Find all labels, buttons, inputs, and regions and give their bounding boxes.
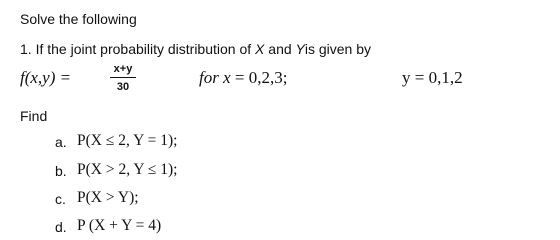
item-b-letter: b. [55,163,67,179]
item-b-expression: P(X > 2, Y ≤ 1); [77,161,178,178]
fraction-denominator: 30 [116,81,130,93]
variable-x: X [255,41,265,57]
problem-text-start: If the joint probability distribution of [35,41,256,57]
domain-y: y = 0,1,2 [402,68,463,87]
item-c-letter: c. [55,191,66,207]
problem-text-end: is given by [304,41,372,57]
formula-lhs-text: f(x,y) = [20,68,72,87]
find-label: Find [20,108,48,124]
item-a-expression: P(X ≤ 2, Y = 1); [77,132,178,149]
formula-lhs [20,68,71,88]
fraction-numerator: x+y [113,63,133,75]
variable-y: Y [295,41,305,57]
domain-x-label: for x [199,68,231,87]
item-a-letter: a. [55,134,67,150]
problem-number: 1. [20,41,32,57]
problem-statement [20,41,371,57]
problem-and: and [264,41,296,57]
domain-x-values: = 0,2,3; [234,68,288,87]
domain-x [199,68,287,88]
item-d-letter: d. [55,219,67,235]
formula-fraction [107,64,139,93]
item-c-expression: P(X > Y); [77,189,139,206]
heading: Solve the following [20,11,137,27]
item-d-expression: P (X + Y = 4) [77,217,162,234]
